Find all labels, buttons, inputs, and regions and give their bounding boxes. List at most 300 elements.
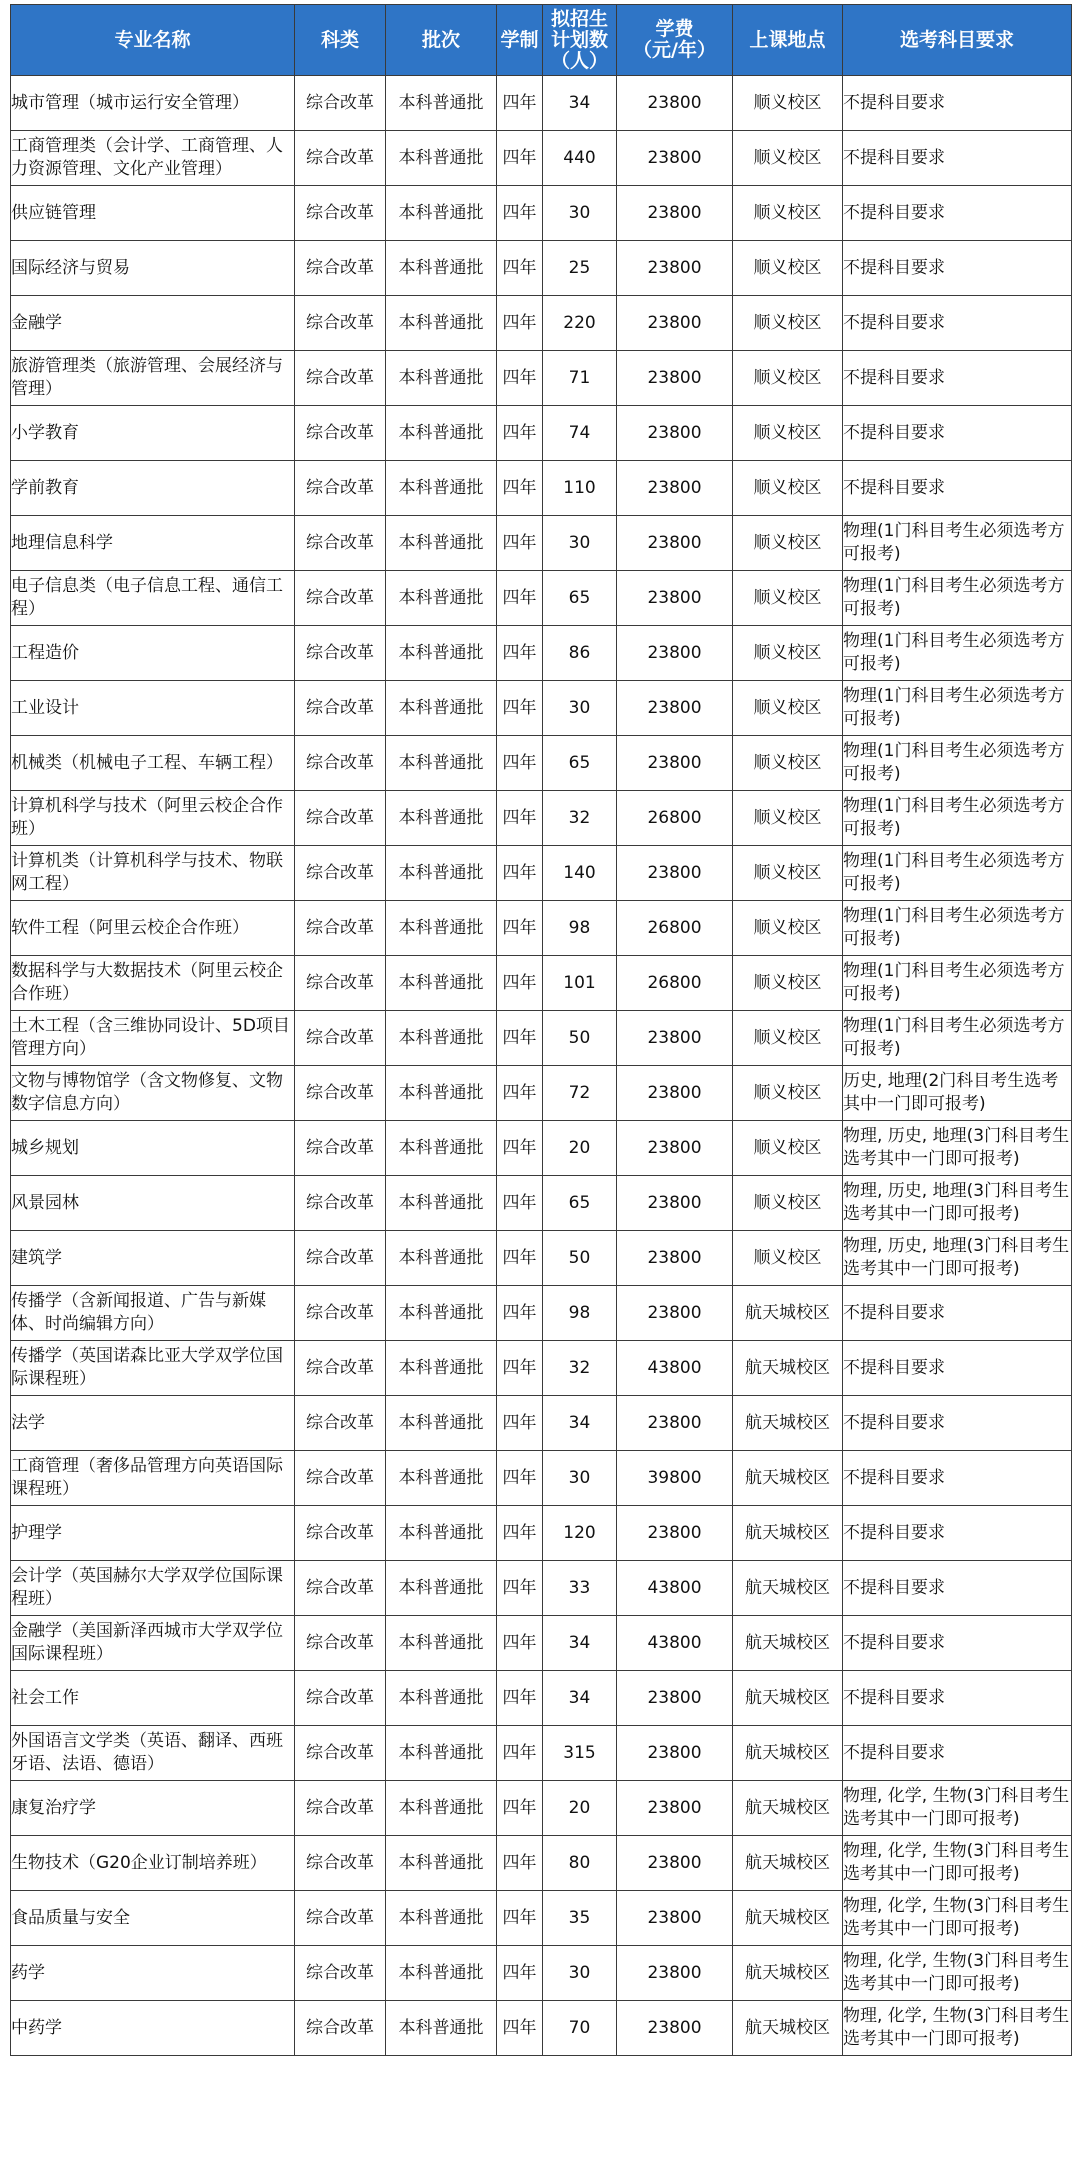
subject-requirement-cell: 不提科目要求 — [843, 1726, 1072, 1781]
campus-cell: 航天城校区 — [733, 1451, 843, 1506]
table-row — [11, 76, 1072, 131]
header-plan-line: （人） — [550, 49, 608, 72]
tuition-cell: 23800 — [617, 1286, 733, 1341]
campus-cell: 航天城校区 — [733, 1781, 843, 1836]
campus-cell: 顺义校区 — [733, 846, 843, 901]
duration-cell: 四年 — [497, 1946, 543, 2001]
plan-count-cell: 80 — [543, 1836, 617, 1891]
duration-cell: 四年 — [497, 1451, 543, 1506]
admissions-sheet — [10, 4, 1071, 2056]
duration-cell: 四年 — [497, 1506, 543, 1561]
subject-requirement-cell: 物理(1门科目考生必须选考方可报考) — [843, 736, 1072, 791]
campus-cell: 顺义校区 — [733, 626, 843, 681]
campus-cell: 顺义校区 — [733, 1231, 843, 1286]
tuition-cell: 43800 — [617, 1561, 733, 1616]
major-name-cell: 生物技术（G20企业订制培养班） — [11, 1836, 295, 1891]
subject-requirement-cell: 不提科目要求 — [843, 76, 1072, 131]
table-row — [11, 1616, 1072, 1671]
tuition-cell: 23800 — [617, 1396, 733, 1451]
major-name-cell: 传播学（英国诺森比亚大学双学位国际课程班） — [11, 1341, 295, 1396]
batch-cell: 本科普通批 — [386, 681, 497, 736]
category-cell: 综合改革 — [295, 2001, 386, 2056]
tuition-cell: 23800 — [617, 461, 733, 516]
tuition-cell: 23800 — [617, 1726, 733, 1781]
duration-cell: 四年 — [497, 1176, 543, 1231]
tuition-cell: 23800 — [617, 186, 733, 241]
batch-cell: 本科普通批 — [386, 1836, 497, 1891]
duration-cell: 四年 — [497, 846, 543, 901]
table-row — [11, 791, 1072, 846]
duration-cell: 四年 — [497, 736, 543, 791]
campus-cell: 航天城校区 — [733, 2001, 843, 2056]
major-name-cell: 食品质量与安全 — [11, 1891, 295, 1946]
plan-count-cell: 34 — [543, 1671, 617, 1726]
table-row — [11, 1121, 1072, 1176]
campus-cell: 顺义校区 — [733, 791, 843, 846]
major-name-cell: 供应链管理 — [11, 186, 295, 241]
batch-cell: 本科普通批 — [386, 1066, 497, 1121]
table-row — [11, 681, 1072, 736]
plan-count-cell: 30 — [543, 681, 617, 736]
tuition-cell: 26800 — [617, 956, 733, 1011]
campus-cell: 航天城校区 — [733, 1671, 843, 1726]
plan-count-cell: 34 — [543, 1616, 617, 1671]
batch-cell: 本科普通批 — [386, 791, 497, 846]
batch-cell: 本科普通批 — [386, 1451, 497, 1506]
subject-requirement-cell: 物理, 历史, 地理(3门科目考生选考其中一门即可报考) — [843, 1176, 1072, 1231]
major-name-cell: 机械类（机械电子工程、车辆工程） — [11, 736, 295, 791]
duration-cell: 四年 — [497, 1121, 543, 1176]
plan-count-cell: 101 — [543, 956, 617, 1011]
table-row — [11, 241, 1072, 296]
campus-cell: 顺义校区 — [733, 1121, 843, 1176]
category-cell: 综合改革 — [295, 1781, 386, 1836]
subject-requirement-cell: 物理(1门科目考生必须选考方可报考) — [843, 1011, 1072, 1066]
campus-cell: 顺义校区 — [733, 1176, 843, 1231]
batch-cell: 本科普通批 — [386, 76, 497, 131]
major-name-cell: 城市管理（城市运行安全管理） — [11, 76, 295, 131]
plan-count-cell: 30 — [543, 186, 617, 241]
category-cell: 综合改革 — [295, 1451, 386, 1506]
category-cell: 综合改革 — [295, 1286, 386, 1341]
batch-cell: 本科普通批 — [386, 406, 497, 461]
tuition-cell: 23800 — [617, 351, 733, 406]
duration-cell: 四年 — [497, 76, 543, 131]
plan-count-cell: 440 — [543, 131, 617, 186]
category-cell: 综合改革 — [295, 681, 386, 736]
tuition-cell: 23800 — [617, 1231, 733, 1286]
category-cell: 综合改革 — [295, 461, 386, 516]
batch-cell: 本科普通批 — [386, 1231, 497, 1286]
tuition-cell: 23800 — [617, 1946, 733, 2001]
category-cell: 综合改革 — [295, 131, 386, 186]
category-cell: 综合改革 — [295, 956, 386, 1011]
campus-cell: 航天城校区 — [733, 1286, 843, 1341]
category-cell: 综合改革 — [295, 76, 386, 131]
campus-cell: 顺义校区 — [733, 681, 843, 736]
major-name-cell: 康复治疗学 — [11, 1781, 295, 1836]
campus-cell: 航天城校区 — [733, 1616, 843, 1671]
header-fee-line: 学费 — [655, 18, 694, 40]
plan-count-cell: 65 — [543, 571, 617, 626]
batch-cell: 本科普通批 — [386, 351, 497, 406]
major-name-cell: 城乡规划 — [11, 1121, 295, 1176]
category-cell: 综合改革 — [295, 736, 386, 791]
plan-count-cell: 220 — [543, 296, 617, 351]
major-name-cell: 金融学 — [11, 296, 295, 351]
batch-cell: 本科普通批 — [386, 461, 497, 516]
batch-cell: 本科普通批 — [386, 186, 497, 241]
plan-count-cell: 71 — [543, 351, 617, 406]
duration-cell: 四年 — [497, 1726, 543, 1781]
plan-count-cell: 120 — [543, 1506, 617, 1561]
tuition-cell: 23800 — [617, 2001, 733, 2056]
duration-cell: 四年 — [497, 571, 543, 626]
plan-count-cell: 35 — [543, 1891, 617, 1946]
duration-cell: 四年 — [497, 791, 543, 846]
plan-count-cell: 70 — [543, 2001, 617, 2056]
batch-cell: 本科普通批 — [386, 1671, 497, 1726]
batch-cell: 本科普通批 — [386, 1946, 497, 2001]
campus-cell: 顺义校区 — [733, 131, 843, 186]
duration-cell: 四年 — [497, 1341, 543, 1396]
plan-count-cell: 140 — [543, 846, 617, 901]
subject-requirement-cell: 不提科目要求 — [843, 1561, 1072, 1616]
table-row — [11, 1341, 1072, 1396]
subject-requirement-cell: 物理(1门科目考生必须选考方可报考) — [843, 516, 1072, 571]
tuition-cell: 23800 — [617, 516, 733, 571]
duration-cell: 四年 — [497, 516, 543, 571]
major-name-cell: 会计学（英国赫尔大学双学位国际课程班） — [11, 1561, 295, 1616]
plan-count-cell: 30 — [543, 1451, 617, 1506]
table-body — [11, 76, 1072, 2056]
category-cell: 综合改革 — [295, 1341, 386, 1396]
tuition-cell: 23800 — [617, 131, 733, 186]
batch-cell: 本科普通批 — [386, 1396, 497, 1451]
category-cell: 综合改革 — [295, 791, 386, 846]
plan-count-cell: 315 — [543, 1726, 617, 1781]
plan-count-cell: 86 — [543, 626, 617, 681]
plan-count-cell: 20 — [543, 1121, 617, 1176]
category-cell: 综合改革 — [295, 1011, 386, 1066]
plan-count-cell: 72 — [543, 1066, 617, 1121]
major-name-cell: 电子信息类（电子信息工程、通信工程） — [11, 571, 295, 626]
batch-cell: 本科普通批 — [386, 1176, 497, 1231]
table-row — [11, 131, 1072, 186]
major-name-cell: 文物与博物馆学（含文物修复、文物数字信息方向） — [11, 1066, 295, 1121]
table-row — [11, 1946, 1072, 2001]
batch-cell: 本科普通批 — [386, 1781, 497, 1836]
major-name-cell: 工程造价 — [11, 626, 295, 681]
subject-requirement-cell: 物理(1门科目考生必须选考方可报考) — [843, 901, 1072, 956]
tuition-cell: 23800 — [617, 1671, 733, 1726]
table-row — [11, 1836, 1072, 1891]
table-row — [11, 626, 1072, 681]
duration-cell: 四年 — [497, 1066, 543, 1121]
tuition-cell: 23800 — [617, 1066, 733, 1121]
duration-cell: 四年 — [497, 2001, 543, 2056]
header-fee-line: （元/年） — [633, 39, 716, 61]
tuition-cell: 23800 — [617, 1176, 733, 1231]
campus-cell: 顺义校区 — [733, 241, 843, 296]
tuition-cell: 23800 — [617, 76, 733, 131]
major-name-cell: 风景园林 — [11, 1176, 295, 1231]
tuition-cell: 23800 — [617, 1011, 733, 1066]
duration-cell: 四年 — [497, 901, 543, 956]
major-name-cell: 学前教育 — [11, 461, 295, 516]
major-name-cell: 金融学（美国新泽西城市大学双学位国际课程班） — [11, 1616, 295, 1671]
duration-cell: 四年 — [497, 956, 543, 1011]
major-name-cell: 国际经济与贸易 — [11, 241, 295, 296]
subject-requirement-cell: 物理(1门科目考生必须选考方可报考) — [843, 956, 1072, 1011]
batch-cell: 本科普通批 — [386, 296, 497, 351]
table-row — [11, 901, 1072, 956]
plan-count-cell: 34 — [543, 76, 617, 131]
major-name-cell: 计算机类（计算机科学与技术、物联网工程） — [11, 846, 295, 901]
campus-cell: 顺义校区 — [733, 901, 843, 956]
table-row — [11, 846, 1072, 901]
subject-requirement-cell: 不提科目要求 — [843, 296, 1072, 351]
major-name-cell: 地理信息科学 — [11, 516, 295, 571]
category-cell: 综合改革 — [295, 571, 386, 626]
batch-cell: 本科普通批 — [386, 956, 497, 1011]
category-cell: 综合改革 — [295, 186, 386, 241]
subject-requirement-cell: 物理, 历史, 地理(3门科目考生选考其中一门即可报考) — [843, 1231, 1072, 1286]
category-cell: 综合改革 — [295, 1836, 386, 1891]
batch-cell: 本科普通批 — [386, 131, 497, 186]
subject-requirement-cell: 不提科目要求 — [843, 241, 1072, 296]
campus-cell: 顺义校区 — [733, 76, 843, 131]
tuition-cell: 23800 — [617, 846, 733, 901]
campus-cell: 顺义校区 — [733, 351, 843, 406]
header-name: 专业名称 — [11, 5, 295, 76]
table-row — [11, 461, 1072, 516]
duration-cell: 四年 — [497, 351, 543, 406]
batch-cell: 本科普通批 — [386, 1726, 497, 1781]
subject-requirement-cell: 不提科目要求 — [843, 1451, 1072, 1506]
duration-cell: 四年 — [497, 1561, 543, 1616]
batch-cell: 本科普通批 — [386, 2001, 497, 2056]
category-cell: 综合改革 — [295, 1231, 386, 1286]
duration-cell: 四年 — [497, 241, 543, 296]
duration-cell: 四年 — [497, 1011, 543, 1066]
table-header — [11, 5, 1072, 76]
subject-requirement-cell: 不提科目要求 — [843, 1506, 1072, 1561]
tuition-cell: 23800 — [617, 1121, 733, 1176]
tuition-cell: 26800 — [617, 901, 733, 956]
campus-cell: 顺义校区 — [733, 571, 843, 626]
category-cell: 综合改革 — [295, 626, 386, 681]
table-row — [11, 1561, 1072, 1616]
table-row — [11, 956, 1072, 1011]
campus-cell: 顺义校区 — [733, 406, 843, 461]
major-name-cell: 工业设计 — [11, 681, 295, 736]
tuition-cell: 23800 — [617, 1506, 733, 1561]
subject-requirement-cell: 物理(1门科目考生必须选考方可报考) — [843, 626, 1072, 681]
campus-cell: 航天城校区 — [733, 1341, 843, 1396]
batch-cell: 本科普通批 — [386, 1011, 497, 1066]
batch-cell: 本科普通批 — [386, 241, 497, 296]
table-row — [11, 1231, 1072, 1286]
duration-cell: 四年 — [497, 1781, 543, 1836]
campus-cell: 顺义校区 — [733, 1011, 843, 1066]
category-cell: 综合改革 — [295, 1506, 386, 1561]
tuition-cell: 23800 — [617, 241, 733, 296]
duration-cell: 四年 — [497, 681, 543, 736]
batch-cell: 本科普通批 — [386, 901, 497, 956]
major-name-cell: 社会工作 — [11, 1671, 295, 1726]
header-campus: 上课地点 — [733, 5, 843, 76]
tuition-cell: 23800 — [617, 1891, 733, 1946]
duration-cell: 四年 — [497, 1671, 543, 1726]
subject-requirement-cell: 物理, 化学, 生物(3门科目考生选考其中一门即可报考) — [843, 1836, 1072, 1891]
category-cell: 综合改革 — [295, 1121, 386, 1176]
category-cell: 综合改革 — [295, 1726, 386, 1781]
category-cell: 综合改革 — [295, 846, 386, 901]
campus-cell: 顺义校区 — [733, 736, 843, 791]
plan-count-cell: 110 — [543, 461, 617, 516]
plan-count-cell: 50 — [543, 1231, 617, 1286]
duration-cell: 四年 — [497, 1231, 543, 1286]
tuition-cell: 26800 — [617, 791, 733, 846]
major-name-cell: 建筑学 — [11, 1231, 295, 1286]
major-name-cell: 数据科学与大数据技术（阿里云校企合作班） — [11, 956, 295, 1011]
campus-cell: 航天城校区 — [733, 1891, 843, 1946]
subject-requirement-cell: 不提科目要求 — [843, 1671, 1072, 1726]
table-row — [11, 1396, 1072, 1451]
table-row — [11, 736, 1072, 791]
category-cell: 综合改革 — [295, 351, 386, 406]
major-name-cell: 工商管理类（会计学、工商管理、人力资源管理、文化产业管理） — [11, 131, 295, 186]
duration-cell: 四年 — [497, 1836, 543, 1891]
table-row — [11, 1671, 1072, 1726]
category-cell: 综合改革 — [295, 516, 386, 571]
header-plan-line: 计划数 — [550, 28, 608, 51]
table-row — [11, 1506, 1072, 1561]
subject-requirement-cell: 物理, 化学, 生物(3门科目考生选考其中一门即可报考) — [843, 2001, 1072, 2056]
header-duration: 学制 — [497, 5, 543, 76]
batch-cell: 本科普通批 — [386, 1121, 497, 1176]
tuition-cell: 23800 — [617, 1781, 733, 1836]
tuition-cell: 43800 — [617, 1616, 733, 1671]
plan-count-cell: 32 — [543, 1341, 617, 1396]
batch-cell: 本科普通批 — [386, 571, 497, 626]
plan-count-cell: 50 — [543, 1011, 617, 1066]
major-name-cell: 护理学 — [11, 1506, 295, 1561]
subject-requirement-cell: 物理(1门科目考生必须选考方可报考) — [843, 571, 1072, 626]
header-batch: 批次 — [386, 5, 497, 76]
campus-cell: 航天城校区 — [733, 1506, 843, 1561]
duration-cell: 四年 — [497, 461, 543, 516]
batch-cell: 本科普通批 — [386, 1561, 497, 1616]
header-requirement: 选考科目要求 — [843, 5, 1072, 76]
campus-cell: 顺义校区 — [733, 186, 843, 241]
major-name-cell: 土木工程（含三维协同设计、5D项目管理方向） — [11, 1011, 295, 1066]
campus-cell: 顺义校区 — [733, 461, 843, 516]
major-name-cell: 传播学（含新闻报道、广告与新媒体、时尚编辑方向） — [11, 1286, 295, 1341]
category-cell: 综合改革 — [295, 1891, 386, 1946]
tuition-cell: 23800 — [617, 296, 733, 351]
campus-cell: 顺义校区 — [733, 1066, 843, 1121]
header-plan — [543, 5, 617, 76]
subject-requirement-cell: 物理(1门科目考生必须选考方可报考) — [843, 791, 1072, 846]
duration-cell: 四年 — [497, 1396, 543, 1451]
plan-count-cell: 74 — [543, 406, 617, 461]
table-row — [11, 1176, 1072, 1231]
duration-cell: 四年 — [497, 131, 543, 186]
plan-count-cell: 33 — [543, 1561, 617, 1616]
table-row — [11, 1726, 1072, 1781]
batch-cell: 本科普通批 — [386, 626, 497, 681]
plan-count-cell: 98 — [543, 901, 617, 956]
duration-cell: 四年 — [497, 1616, 543, 1671]
plan-count-cell: 65 — [543, 1176, 617, 1231]
header-plan-line: 拟招生 — [550, 7, 608, 30]
campus-cell: 顺义校区 — [733, 516, 843, 571]
category-cell: 综合改革 — [295, 901, 386, 956]
duration-cell: 四年 — [497, 626, 543, 681]
subject-requirement-cell: 物理, 历史, 地理(3门科目考生选考其中一门即可报考) — [843, 1121, 1072, 1176]
plan-count-cell: 32 — [543, 791, 617, 846]
tuition-cell: 23800 — [617, 406, 733, 461]
subject-requirement-cell: 物理, 化学, 生物(3门科目考生选考其中一门即可报考) — [843, 1781, 1072, 1836]
major-name-cell: 计算机科学与技术（阿里云校企合作班） — [11, 791, 295, 846]
category-cell: 综合改革 — [295, 1616, 386, 1671]
campus-cell: 顺义校区 — [733, 956, 843, 1011]
subject-requirement-cell: 物理(1门科目考生必须选考方可报考) — [843, 681, 1072, 736]
subject-requirement-cell: 不提科目要求 — [843, 1341, 1072, 1396]
table-row — [11, 1011, 1072, 1066]
table-row — [11, 571, 1072, 626]
subject-requirement-cell: 不提科目要求 — [843, 131, 1072, 186]
campus-cell: 航天城校区 — [733, 1561, 843, 1616]
tuition-cell: 43800 — [617, 1341, 733, 1396]
plan-count-cell: 34 — [543, 1396, 617, 1451]
campus-cell: 顺义校区 — [733, 296, 843, 351]
plan-count-cell: 20 — [543, 1781, 617, 1836]
plan-count-cell: 25 — [543, 241, 617, 296]
tuition-cell: 23800 — [617, 1836, 733, 1891]
plan-count-cell: 98 — [543, 1286, 617, 1341]
subject-requirement-cell: 不提科目要求 — [843, 1616, 1072, 1671]
category-cell: 综合改革 — [295, 296, 386, 351]
category-cell: 综合改革 — [295, 406, 386, 461]
duration-cell: 四年 — [497, 296, 543, 351]
category-cell: 综合改革 — [295, 241, 386, 296]
major-name-cell: 药学 — [11, 1946, 295, 2001]
header-category: 科类 — [295, 5, 386, 76]
table-row — [11, 1891, 1072, 1946]
subject-requirement-cell: 不提科目要求 — [843, 351, 1072, 406]
table-row — [11, 2001, 1072, 2056]
subject-requirement-cell: 历史, 地理(2门科目考生选考其中一门即可报考) — [843, 1066, 1072, 1121]
batch-cell: 本科普通批 — [386, 1616, 497, 1671]
campus-cell: 航天城校区 — [733, 1726, 843, 1781]
batch-cell: 本科普通批 — [386, 846, 497, 901]
campus-cell: 航天城校区 — [733, 1946, 843, 2001]
table-row — [11, 1781, 1072, 1836]
major-name-cell: 工商管理（奢侈品管理方向英语国际课程班） — [11, 1451, 295, 1506]
subject-requirement-cell: 物理(1门科目考生必须选考方可报考) — [843, 846, 1072, 901]
table-row — [11, 186, 1072, 241]
batch-cell: 本科普通批 — [386, 516, 497, 571]
category-cell: 综合改革 — [295, 1946, 386, 2001]
duration-cell: 四年 — [497, 1286, 543, 1341]
tuition-cell: 23800 — [617, 736, 733, 791]
header-fee — [617, 5, 733, 76]
tuition-cell: 39800 — [617, 1451, 733, 1506]
batch-cell: 本科普通批 — [386, 736, 497, 791]
